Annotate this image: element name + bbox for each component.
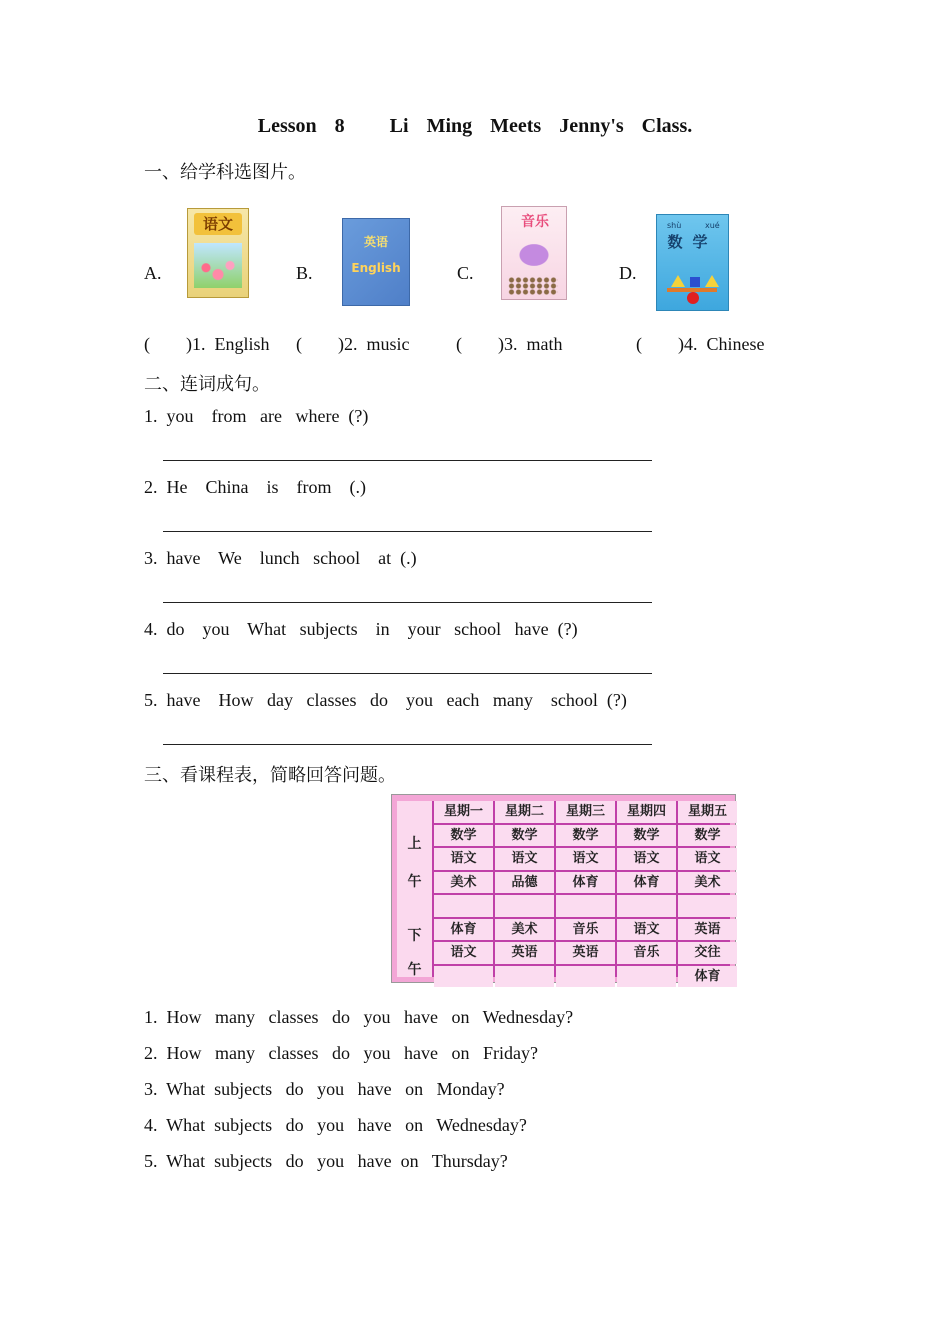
question-5: 5. What subjects do you have on Thursday? — [144, 1151, 508, 1171]
page-title: Lesson 8 Li Ming Meets Jenny's Class. — [257, 115, 693, 137]
sentence-item-3: 3. have We lunch school at (.) — [144, 548, 417, 568]
header-cell: 星期一 — [434, 801, 493, 823]
triangle-shape — [671, 275, 685, 287]
table-cell: 美术 — [678, 872, 737, 894]
timetable-grid — [434, 801, 737, 987]
table-cell — [434, 966, 493, 988]
table-cell — [495, 966, 554, 988]
table-cell: 语文 — [434, 942, 493, 964]
table-cell: 数学 — [434, 825, 493, 847]
option-b-letter: B. — [296, 263, 313, 283]
table-cell: 语文 — [617, 848, 676, 870]
pebbles-illustration — [508, 277, 558, 295]
table-cell: 语文 — [434, 848, 493, 870]
table-cell: 体育 — [434, 919, 493, 941]
section2-heading: 二、连词成句。 — [144, 374, 270, 394]
question-2: 2. How many classes do you have on Friday? — [144, 1043, 538, 1063]
table-cell — [678, 895, 737, 917]
book-title: 语文 — [194, 213, 242, 235]
timetable-side-column — [397, 801, 432, 977]
table-cell: 体育 — [556, 872, 615, 894]
table-cell: 品德 — [495, 872, 554, 894]
table-cell: 英语 — [678, 919, 737, 941]
option-c-letter: C. — [457, 263, 474, 283]
section3-heading: 三、看课程表，简略回答问题。 — [144, 765, 396, 785]
pinyin-1: shù — [667, 221, 682, 230]
question-3: 3. What subjects do you have on Monday? — [144, 1079, 505, 1099]
table-cell: 数学 — [617, 825, 676, 847]
music-book-image — [501, 206, 567, 300]
table-cell: 数学 — [495, 825, 554, 847]
side-label: 上 — [407, 836, 422, 852]
question-4: 4. What subjects do you have on Wednesday? — [144, 1115, 527, 1135]
header-cell: 星期四 — [617, 801, 676, 823]
table-cell: 音乐 — [556, 919, 615, 941]
triangle-shape — [705, 275, 719, 287]
english-book-image — [342, 218, 410, 306]
table-cell — [434, 895, 493, 917]
book-subtitle: English — [351, 261, 401, 275]
table-cell: 交往 — [678, 942, 737, 964]
option-a-letter: A. — [144, 263, 162, 283]
table-cell — [617, 966, 676, 988]
book-title: 英语 — [363, 235, 388, 249]
math-book-image — [656, 214, 729, 311]
side-label: 下 — [407, 928, 422, 944]
match-item-4: ( )4. Chinese — [636, 334, 765, 354]
question-1: 1. How many classes do you have on Wednesday? — [144, 1007, 574, 1027]
option-d-letter: D. — [619, 263, 637, 283]
table-cell: 体育 — [617, 872, 676, 894]
sentence-item-5: 5. have How day classes do you each many school (?) — [144, 690, 627, 710]
match-item-1: ( )1. English — [144, 334, 270, 354]
table-cell: 语文 — [556, 848, 615, 870]
table-cell: 英语 — [556, 942, 615, 964]
table-cell: 美术 — [495, 919, 554, 941]
answer-line-1[interactable] — [163, 460, 652, 461]
table-cell: 音乐 — [617, 942, 676, 964]
chinese-book-image — [187, 208, 249, 298]
table-cell: 语文 — [495, 848, 554, 870]
table-cell — [556, 966, 615, 988]
table-cell — [617, 895, 676, 917]
table-cell: 语文 — [678, 848, 737, 870]
header-cell: 星期五 — [678, 801, 737, 823]
sentence-item-4: 4. do you What subjects in your school have (?) — [144, 619, 578, 639]
table-cell: 美术 — [434, 872, 493, 894]
side-label: 午 — [407, 874, 422, 890]
book-title: 数学 — [667, 233, 718, 251]
sentence-item-1: 1. you from are where (?) — [144, 406, 369, 426]
table-cell — [495, 895, 554, 917]
header-cell: 星期二 — [495, 801, 554, 823]
match-item-2: ( )2. music — [296, 334, 410, 354]
answer-line-3[interactable] — [163, 602, 652, 603]
timetable-image — [391, 794, 736, 983]
section1-heading: 一、给学科选图片。 — [144, 162, 306, 182]
sentence-item-2: 2. He China is from (.) — [144, 477, 366, 497]
square-shape — [690, 277, 700, 287]
table-cell: 语文 — [617, 919, 676, 941]
answer-line-5[interactable] — [163, 744, 652, 745]
table-cell: 数学 — [678, 825, 737, 847]
table-cell — [556, 895, 615, 917]
flower-illustration — [194, 243, 242, 288]
answer-line-4[interactable] — [163, 673, 652, 674]
table-cell: 体育 — [678, 966, 737, 988]
pinyin-2: xué — [705, 221, 720, 230]
table-cell: 数学 — [556, 825, 615, 847]
book-title: 音乐 — [521, 214, 549, 230]
dancer-illustration — [510, 237, 558, 273]
side-label: 午 — [407, 962, 422, 978]
circle-shape — [687, 292, 699, 304]
table-cell: 英语 — [495, 942, 554, 964]
answer-line-2[interactable] — [163, 531, 652, 532]
header-cell: 星期三 — [556, 801, 615, 823]
match-item-3: ( )3. math — [456, 334, 563, 354]
